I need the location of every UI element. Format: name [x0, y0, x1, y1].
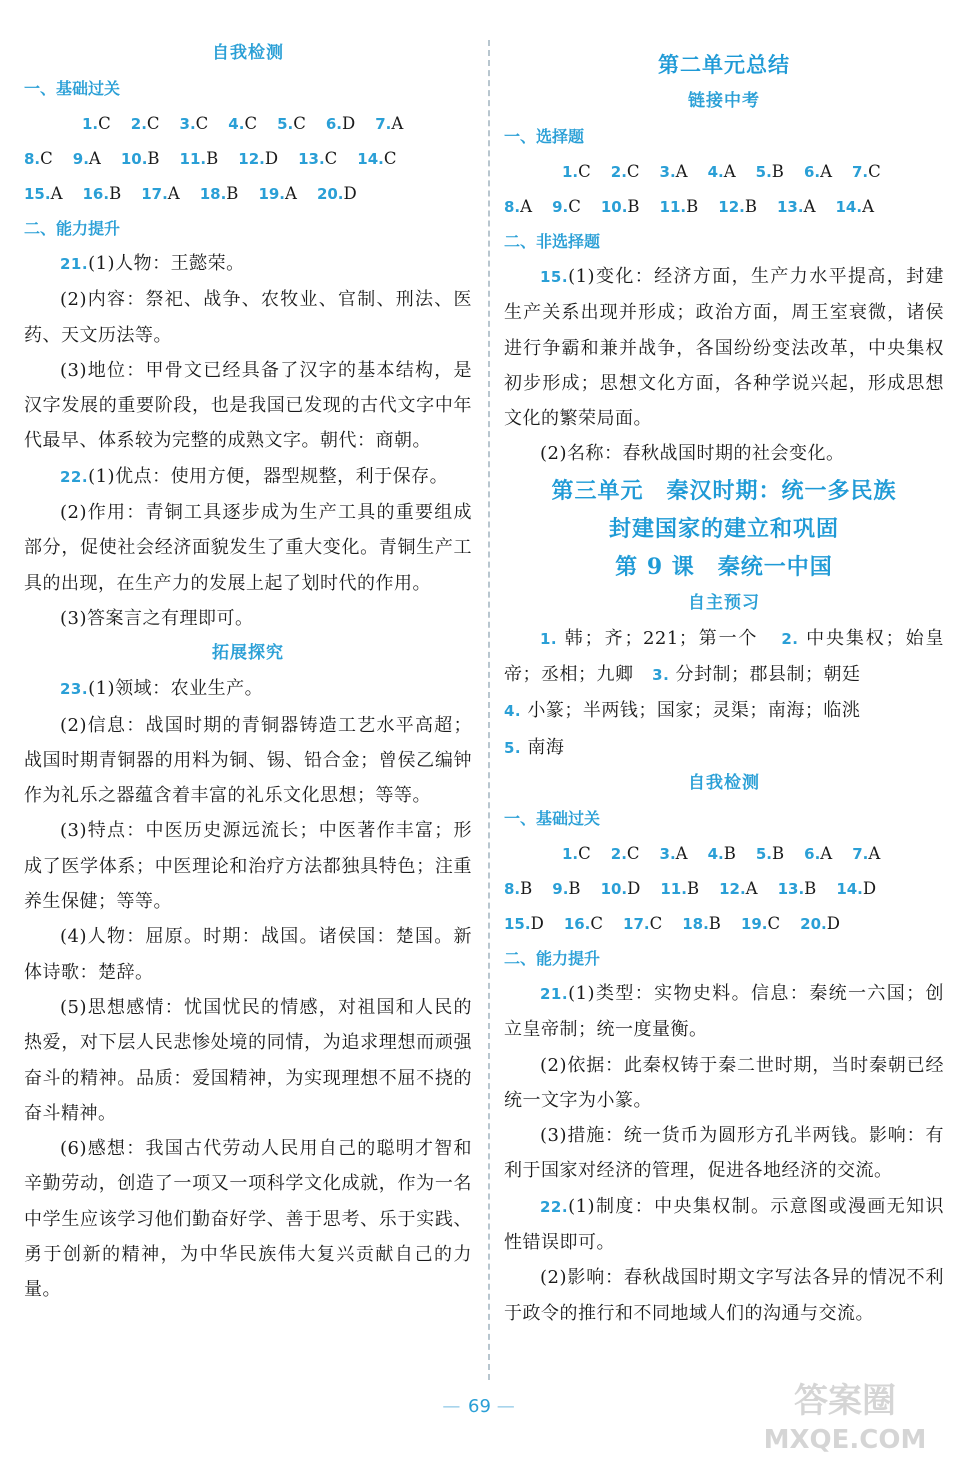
unit3-title-line1: 第三单元 秦汉时期：统一多民族	[551, 477, 897, 504]
answer-item: 3.A	[659, 843, 688, 863]
answer-item: 11.B	[660, 878, 700, 898]
question-22b-part-1: 22.(1)制度：中央集权制。示意图或漫画无知识性错误即可。	[504, 1195, 944, 1254]
question-22-part-1: 22.(1)优点：使用方便，器型规整，利于保存。	[60, 465, 449, 487]
watermark-logo	[745, 1372, 945, 1456]
answer-item: 17.A	[141, 184, 180, 203]
lesson9-title: 第 9 课 秦统一中国	[615, 553, 833, 580]
question-number: 23.	[60, 680, 89, 699]
answer-item: 19.C	[740, 913, 781, 933]
question-22-part-2: (2)作用：青铜工具逐步成为生产工具的重要组成部分，促使社会经济面貌发生了重大变化。青铜生产工具的出现，在生产力的发展上起了划时代的作用。	[24, 502, 472, 594]
answer-item: 1.C	[562, 162, 591, 181]
answer-row	[504, 189, 944, 224]
answer-item: 14.D	[836, 878, 877, 898]
answer-item: 10.B	[120, 149, 160, 168]
answer-item: 5.B	[755, 843, 785, 863]
answer-item: 9.A	[72, 149, 101, 168]
answer-item: 1.C	[562, 843, 591, 863]
answer-item: 3.A	[659, 162, 688, 181]
answer-item: 8.A	[504, 197, 533, 216]
ability-section-title: 二、能力提升	[24, 219, 121, 238]
basic-section-title-2: 一、基础过关	[504, 808, 601, 828]
answer-item: 2.C	[130, 114, 160, 133]
answer-row	[504, 871, 944, 906]
answer-item: 6.A	[804, 843, 833, 863]
question-23-part-4: (4)人物：屈原。时期：战国。诸侯国：楚国。新体诗歌：楚辞。	[24, 926, 472, 983]
preview-answers: 1. 韩；齐；221；第一个 2. 中央集权；始皇帝；丞相；九卿 3. 分封制；郡县制；朝廷	[504, 627, 944, 686]
answer-item: 11.B	[179, 149, 219, 168]
preview-title: 自主预习	[688, 592, 760, 613]
answer-grid	[504, 154, 944, 224]
link-exam-title: 链接中考	[688, 91, 760, 111]
answer-item: 2.C	[610, 162, 640, 181]
question-15-part-2: (2)名称：春秋战国时期的社会变化。	[540, 443, 845, 465]
answer-item: 15.A	[24, 184, 63, 203]
answer-grid	[504, 836, 944, 941]
answer-item: 4.C	[228, 114, 258, 133]
answer-item: 18.B	[199, 184, 239, 203]
self-test-title-2: 自我检测	[688, 772, 760, 793]
question-15-part-1: 15.(1)变化：经济方面，生产力水平提高，封建生产关系出现并形成；政治方面，周王室衰微，诸侯进行争霸和兼并战争，各国纷纷变法改革，中央集权初步形成；思想文化方面，各种学说兴起，形成思想文化的繁荣局面。	[504, 266, 944, 430]
answer-item: 13.C	[298, 149, 338, 168]
left-column	[24, 36, 472, 1308]
question-21b-part-3: (3)措施：统一货币为圆形方孔半两钱。影响：有利于国家对经济的管理，促进各地经济的交流。	[504, 1125, 944, 1182]
answer-item: 5.C	[277, 114, 306, 133]
answer-item: 16.C	[563, 913, 604, 933]
question-number: 21.	[60, 255, 89, 273]
answer-item: 9.C	[552, 197, 581, 216]
choice-section-title: 一、选择题	[504, 127, 585, 146]
column-divider	[488, 40, 490, 1380]
answer-item: 10.B	[600, 197, 640, 216]
answer-item: 6.A	[803, 162, 832, 181]
right-column	[504, 46, 944, 1331]
answer-item: 18.B	[682, 913, 721, 933]
question-21-part-1: 21.(1)人物：王懿荣。	[60, 253, 245, 274]
answer-item: 12.B	[718, 197, 757, 216]
answer-item: 8.B	[504, 878, 533, 898]
question-number: 21.	[540, 984, 569, 1003]
answer-item: 10.D	[600, 878, 641, 898]
unit3-title-line2: 封建国家的建立和巩固	[608, 515, 839, 542]
question-23-part-5: (5)思想感情：忧国忧民的情感，对祖国和人民的热爱，对下层人民悲惨处境的同情，为追求理想而顽强奋斗的精神。品质：爱国精神，为实现理想不屈不挠的奋斗精神。	[24, 996, 472, 1124]
answer-row	[504, 154, 944, 189]
answer-item: 2.C	[610, 843, 640, 863]
question-21b-part-1: 21.(1)类型：实物史料。信息：秦统一六国；创立皇帝制；统一度量衡。	[504, 982, 944, 1041]
question-23-part-2: (2)信息：战国时期的青铜器铸造工艺水平高超；战国时期青铜器的用料为铜、锡、铅合金；曾侯乙编钟作为礼乐之器蕴含着丰富的礼乐文化思想；等等。	[24, 714, 472, 807]
answer-item: 1.C	[82, 114, 111, 133]
ability-section-title-2: 二、能力提升	[504, 948, 601, 968]
answer-item: 13.B	[777, 878, 817, 898]
answer-item: 14.C	[357, 149, 397, 168]
question-number: 15.	[540, 268, 569, 286]
explore-title: 拓展探究	[212, 643, 284, 664]
answer-item: 20.D	[316, 184, 357, 203]
answer-item: 8.C	[24, 149, 53, 168]
answer-item: 7.C	[852, 162, 881, 181]
question-23-part-3: (3)特点：中医历史源远流长；中医著作丰富；形成了医学体系；中医理论和治疗方法都独具特色；注重养生保健；等等。	[24, 820, 472, 913]
answer-item: 4.B	[707, 843, 736, 863]
preview-answers-last: 5. 南海	[504, 736, 565, 758]
question-21b-part-2: (2)依据：此秦权铸于秦二世时期，当时秦朝已经统一文字为小篆。	[504, 1054, 944, 1111]
svg-text:MXQE.COM: MXQE.COM	[763, 1425, 927, 1455]
question-number: 22.	[540, 1197, 569, 1216]
question-number: 22.	[60, 467, 89, 486]
question-23-part-6: (6)感想：我国古代劳动人民用自己的聪明才智和辛勤劳动，创造了一项又一项科学文化成就，作为一名中学生应该学习他们勤奋好学、善于思考、乐于实践、勇于创新的精神，为中华民族伟大复兴贡献自己的力量。	[24, 1138, 472, 1301]
page-number: — 69 —	[442, 1396, 517, 1417]
question-21-part-2: (2)内容：祭祀、战争、农牧业、官制、刑法、医药、天文历法等。	[24, 289, 472, 346]
answer-item: 16.B	[82, 184, 122, 203]
question-21-part-3: (3)地位：甲骨文已经具备了汉字的基本结构，是汉字发展的重要阶段，也是我国已发现的古代文字中年代最早、体系较为完整的成熟文字。朝代：商朝。	[24, 359, 472, 452]
answer-item: 13.A	[776, 197, 816, 216]
question-22b-part-2: (2)影响：春秋战国时期文字写法各异的情况不利于政令的推行和不同地域人们的沟通与交流。	[504, 1267, 944, 1324]
question-22-part-3: (3)答案言之有理即可。	[60, 607, 254, 629]
answer-item: 17.C	[623, 913, 663, 933]
answer-item: 4.A	[707, 162, 736, 181]
answer-item: 6.D	[325, 114, 356, 133]
answer-grid	[24, 106, 472, 211]
answer-item: 12.A	[719, 878, 758, 898]
basic-section-title: 一、基础过关	[24, 79, 121, 98]
answer-item: 20.D	[800, 913, 840, 933]
unit2-summary-title: 第二单元总结	[658, 52, 790, 77]
answer-row	[24, 141, 472, 176]
answer-row	[24, 106, 472, 141]
answer-item: 3.C	[179, 114, 209, 133]
svg-text:答案圈: 答案圈	[794, 1381, 896, 1421]
answer-row	[504, 836, 944, 871]
answer-item: 11.B	[659, 197, 699, 216]
answer-item: 15.D	[504, 913, 544, 933]
answer-item: 9.B	[552, 878, 581, 898]
answer-row	[504, 906, 944, 941]
question-23-part-1: 23.(1)领域：农业生产。	[60, 678, 264, 700]
preview-answers-cont: 4. 小篆；半两钱；国家；灵渠；南海；临洮	[504, 700, 861, 722]
answer-item: 12.D	[238, 149, 279, 168]
answer-item: 5.B	[755, 162, 784, 181]
answer-row	[24, 176, 472, 211]
answer-item: 7.A	[375, 114, 404, 133]
self-test-title: 自我检测	[212, 43, 284, 63]
answer-item: 14.A	[835, 197, 874, 216]
answer-item: 19.A	[258, 184, 297, 203]
answer-item: 7.A	[852, 843, 881, 863]
nonchoice-section-title: 二、非选择题	[504, 232, 601, 251]
